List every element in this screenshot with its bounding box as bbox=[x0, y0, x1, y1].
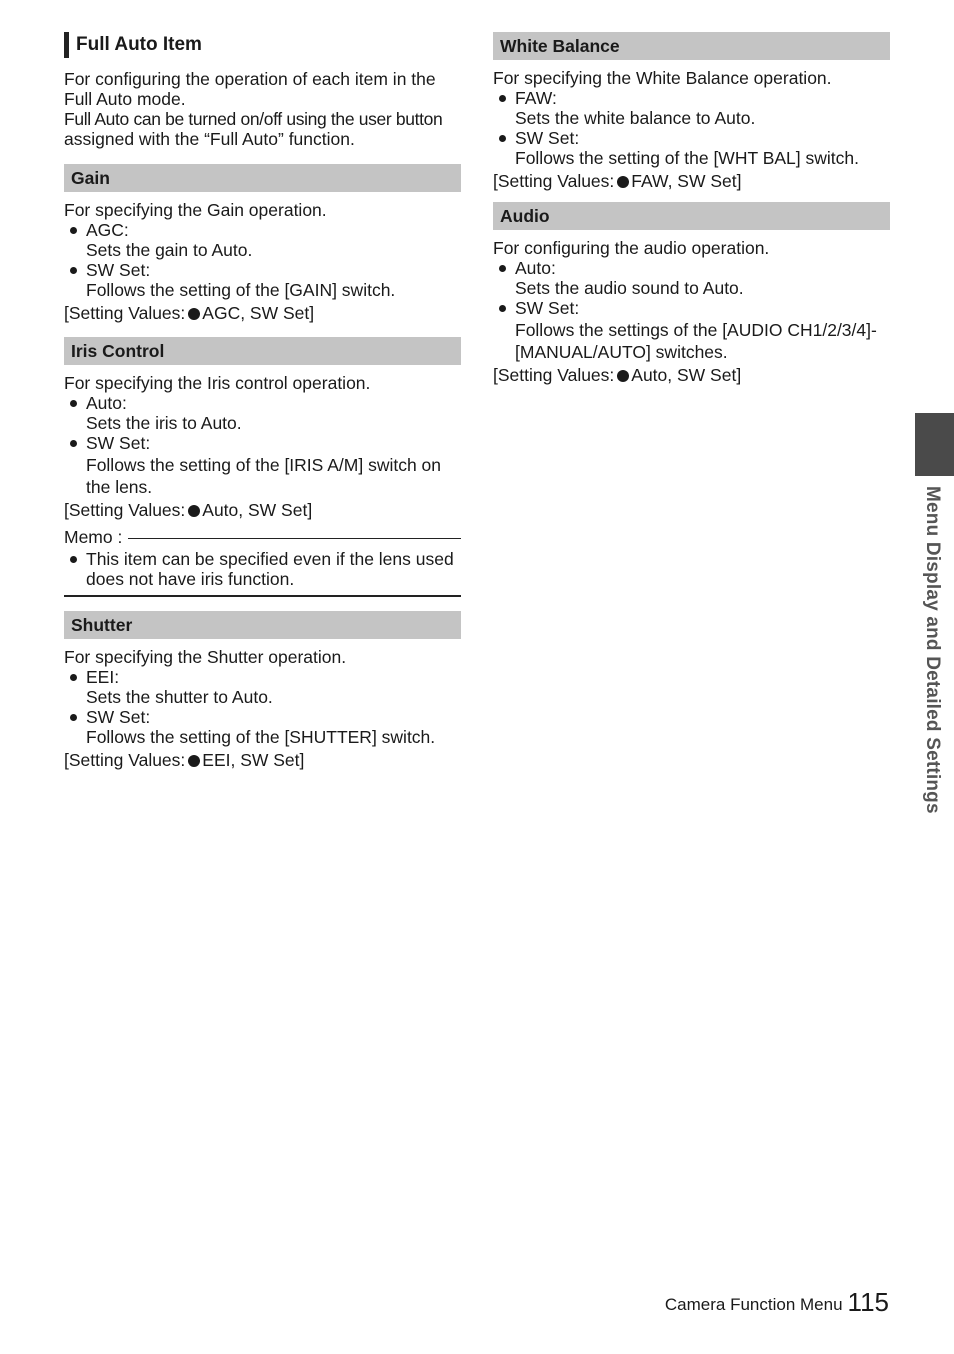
shutter-intro: For specifying the Shutter operation. bbox=[64, 647, 347, 667]
memo-header bbox=[64, 527, 461, 547]
iris-body bbox=[64, 373, 461, 597]
intro-paragraph bbox=[64, 69, 461, 149]
list-item bbox=[64, 220, 461, 240]
bullet-icon bbox=[70, 440, 77, 447]
setting-values bbox=[64, 500, 461, 520]
page-title bbox=[64, 32, 461, 58]
intro-line: Full Auto can be turned on/off using the user button bbox=[64, 109, 443, 129]
iris-intro: For specifying the Iris control operation. bbox=[64, 373, 371, 393]
bullet-icon bbox=[70, 714, 77, 721]
item-label: SW Set: bbox=[515, 298, 580, 318]
white-balance-body bbox=[493, 68, 890, 191]
default-dot-icon bbox=[188, 308, 200, 320]
setting-options: Auto, SW Set] bbox=[202, 500, 313, 520]
white-balance-section bbox=[493, 32, 890, 191]
memo-body bbox=[64, 549, 461, 589]
item-label: SW Set: bbox=[86, 707, 151, 727]
memo-rule bbox=[128, 538, 461, 539]
item-label: Auto: bbox=[515, 258, 556, 278]
bullet-icon bbox=[70, 227, 77, 234]
setting-prefix: [Setting Values: bbox=[493, 365, 615, 385]
page-number: 115 bbox=[847, 1287, 889, 1317]
item-description: Follows the setting of the [WHT BAL] switch. bbox=[515, 148, 859, 168]
item-description: Follows the setting of the [GAIN] switch. bbox=[86, 280, 396, 300]
list-item bbox=[493, 298, 890, 318]
audio-heading: Audio bbox=[493, 202, 890, 230]
gain-section bbox=[64, 164, 461, 323]
left-column bbox=[64, 32, 461, 770]
list-item bbox=[64, 393, 461, 413]
shutter-section bbox=[64, 611, 461, 770]
setting-options: FAW, SW Set] bbox=[631, 171, 742, 191]
bullet-icon bbox=[70, 400, 77, 407]
item-description: Sets the white balance to Auto. bbox=[515, 108, 756, 128]
bullet-icon bbox=[70, 267, 77, 274]
item-description: Follows the settings of the [AUDIO CH1/2/3/4]- bbox=[515, 320, 877, 340]
setting-values bbox=[64, 750, 461, 770]
setting-options: Auto, SW Set] bbox=[631, 365, 742, 385]
setting-options: EEI, SW Set] bbox=[202, 750, 305, 770]
audio-section bbox=[493, 202, 890, 385]
item-description: Follows the setting of the [SHUTTER] switch. bbox=[86, 727, 436, 747]
bullet-icon bbox=[499, 305, 506, 312]
list-item bbox=[64, 549, 461, 569]
memo-label: Memo : bbox=[64, 527, 123, 547]
item-description: Sets the shutter to Auto. bbox=[86, 687, 273, 707]
item-description: the lens. bbox=[86, 477, 153, 497]
setting-options: AGC, SW Set] bbox=[202, 303, 315, 323]
default-dot-icon bbox=[188, 505, 200, 517]
audio-body bbox=[493, 238, 890, 385]
intro-line: assigned with the “Full Auto” function. bbox=[64, 129, 355, 149]
item-description: Follows the setting of the [IRIS A/M] switch on bbox=[86, 455, 442, 475]
shutter-body bbox=[64, 647, 461, 770]
title-bar-marker bbox=[64, 32, 69, 58]
white-balance-intro: For specifying the White Balance operation. bbox=[493, 68, 832, 88]
bullet-icon bbox=[70, 674, 77, 681]
setting-values bbox=[493, 171, 890, 191]
shutter-heading: Shutter bbox=[64, 611, 461, 639]
gain-intro: For specifying the Gain operation. bbox=[64, 200, 327, 220]
list-item bbox=[64, 707, 461, 727]
setting-values bbox=[493, 365, 890, 385]
item-label: Auto: bbox=[86, 393, 127, 413]
default-dot-icon bbox=[617, 370, 629, 382]
chapter-tab-marker bbox=[915, 413, 954, 476]
setting-prefix: [Setting Values: bbox=[493, 171, 615, 191]
setting-prefix: [Setting Values: bbox=[64, 750, 186, 770]
setting-values bbox=[64, 303, 461, 323]
item-label: FAW: bbox=[515, 88, 557, 108]
gain-heading: Gain bbox=[64, 164, 461, 192]
memo-text: This item can be specified even if the lens used bbox=[86, 549, 454, 569]
memo-text: does not have iris function. bbox=[86, 569, 295, 589]
item-description: [MANUAL/AUTO] switches. bbox=[515, 342, 728, 362]
gain-body bbox=[64, 200, 461, 323]
list-item bbox=[64, 667, 461, 687]
bullet-icon bbox=[70, 556, 77, 563]
default-dot-icon bbox=[617, 176, 629, 188]
item-description: Sets the gain to Auto. bbox=[86, 240, 253, 260]
iris-section bbox=[64, 337, 461, 597]
white-balance-heading: White Balance bbox=[493, 32, 890, 60]
page-title-text: Full Auto Item bbox=[76, 34, 202, 55]
setting-prefix: [Setting Values: bbox=[64, 500, 186, 520]
list-item bbox=[493, 258, 890, 278]
item-description: Sets the iris to Auto. bbox=[86, 413, 242, 433]
iris-heading: Iris Control bbox=[64, 337, 461, 365]
memo-box bbox=[64, 527, 461, 597]
default-dot-icon bbox=[188, 755, 200, 767]
page-footer bbox=[664, 1287, 889, 1317]
item-description: Sets the audio sound to Auto. bbox=[515, 278, 744, 298]
item-label: EEI: bbox=[86, 667, 120, 687]
list-item bbox=[493, 128, 890, 148]
bullet-icon bbox=[499, 265, 506, 272]
footer-section-label: Camera Function Menu bbox=[664, 1295, 843, 1314]
bullet-icon bbox=[499, 135, 506, 142]
intro-line: For configuring the operation of each item in the bbox=[64, 69, 436, 89]
intro-line: Full Auto mode. bbox=[64, 89, 186, 109]
item-label: AGC: bbox=[86, 220, 129, 240]
item-label: SW Set: bbox=[515, 128, 580, 148]
list-item bbox=[64, 260, 461, 280]
list-item bbox=[493, 88, 890, 108]
chapter-side-label: Menu Display and Detailed Settings bbox=[922, 486, 943, 814]
setting-prefix: [Setting Values: bbox=[64, 303, 186, 323]
right-column bbox=[493, 32, 890, 385]
list-item bbox=[64, 433, 461, 453]
audio-intro: For configuring the audio operation. bbox=[493, 238, 770, 258]
item-label: SW Set: bbox=[86, 433, 151, 453]
bullet-icon bbox=[499, 95, 506, 102]
item-label: SW Set: bbox=[86, 260, 151, 280]
